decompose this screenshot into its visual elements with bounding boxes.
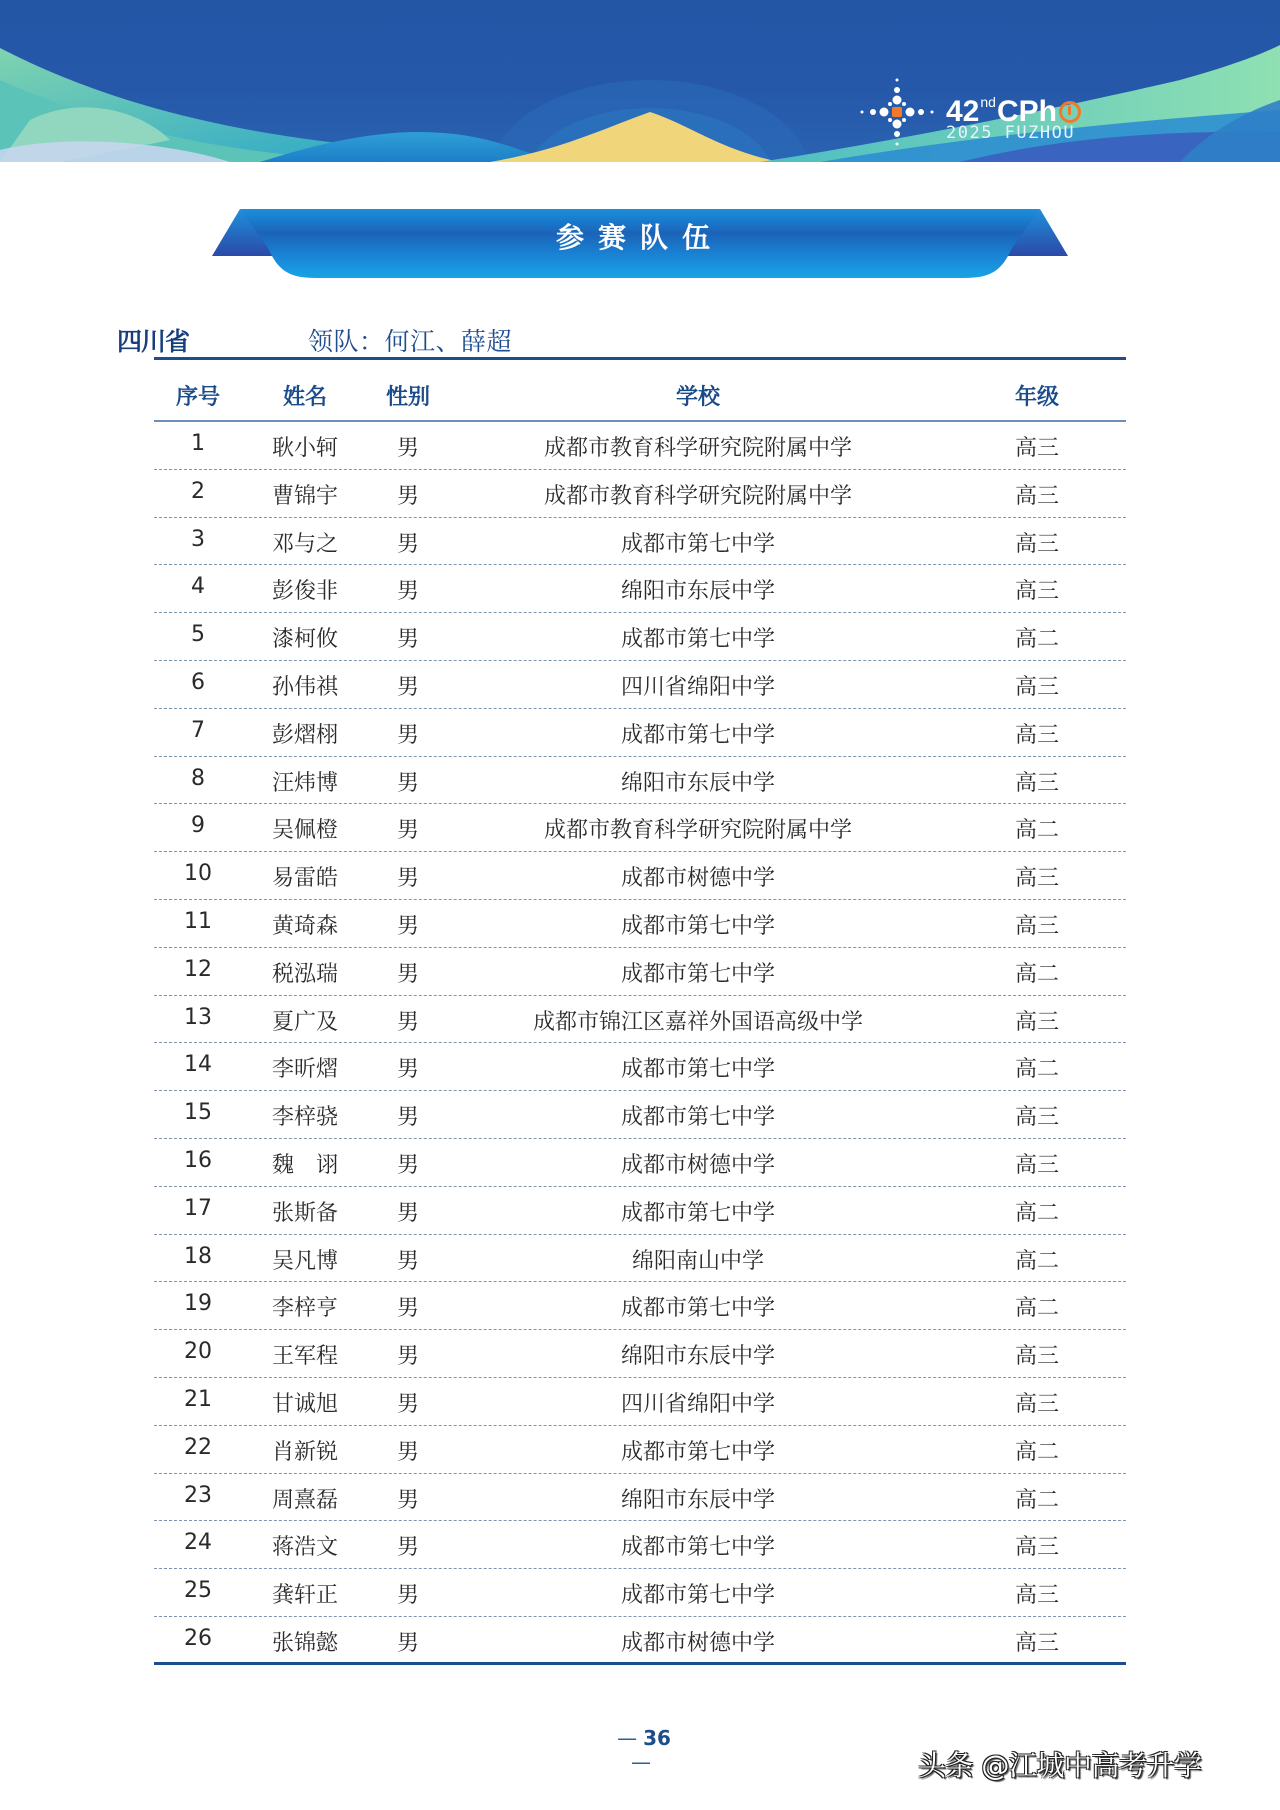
cell-school: 成都市第七中学 bbox=[620, 1439, 775, 1465]
sparkle-cross-icon bbox=[860, 78, 940, 148]
cell-gender: 男 bbox=[396, 1439, 419, 1465]
cell-grade: 高三 bbox=[1014, 531, 1059, 557]
cell-number: 18 bbox=[184, 1243, 212, 1269]
cell-number: 21 bbox=[184, 1386, 212, 1412]
table-row bbox=[154, 1139, 1126, 1187]
cell-school: 四川省绵阳中学 bbox=[620, 674, 775, 700]
cell-grade: 高三 bbox=[1014, 913, 1059, 939]
cell-number: 4 bbox=[191, 574, 205, 600]
header-banner bbox=[0, 0, 1280, 162]
cell-name: 吴佩橙 bbox=[271, 818, 338, 844]
logo-edition: 42 bbox=[946, 95, 980, 128]
cell-name: 周熹磊 bbox=[271, 1487, 338, 1513]
table-row bbox=[154, 852, 1126, 900]
table-row bbox=[154, 1521, 1126, 1569]
cell-number: 15 bbox=[184, 1100, 212, 1126]
cell-name: 吴凡博 bbox=[271, 1248, 338, 1274]
table-header-row bbox=[154, 366, 1126, 422]
section-title-ribbon bbox=[212, 208, 1068, 280]
cell-grade: 高三 bbox=[1014, 866, 1059, 892]
cell-number: 9 bbox=[191, 813, 205, 839]
cell-school: 成都市树德中学 bbox=[620, 866, 775, 892]
cell-school: 成都市第七中学 bbox=[620, 1200, 775, 1226]
cell-name: 邓与之 bbox=[271, 531, 338, 557]
cell-grade: 高二 bbox=[1014, 1487, 1059, 1513]
cell-grade: 高三 bbox=[1014, 1009, 1059, 1035]
cell-number: 24 bbox=[184, 1530, 212, 1556]
table-row bbox=[154, 1043, 1126, 1091]
logo-subtitle: 2025 FUZHOU bbox=[946, 123, 1076, 143]
cell-name: 曹锦宇 bbox=[271, 483, 338, 509]
cell-number: 2 bbox=[191, 478, 205, 504]
cell-grade: 高二 bbox=[1014, 961, 1059, 987]
cell-gender: 男 bbox=[396, 1152, 419, 1178]
cell-school: 成都市第七中学 bbox=[620, 1296, 775, 1322]
cell-number: 10 bbox=[184, 861, 212, 887]
cell-school: 成都市第七中学 bbox=[620, 627, 775, 653]
cell-grade: 高三 bbox=[1014, 1535, 1059, 1561]
table-row bbox=[154, 948, 1126, 996]
table-row bbox=[154, 613, 1126, 661]
cell-name: 甘诚旭 bbox=[271, 1391, 338, 1417]
table-row bbox=[154, 470, 1126, 518]
cell-number: 3 bbox=[191, 526, 205, 552]
cell-grade: 高三 bbox=[1014, 1630, 1059, 1656]
cell-gender: 男 bbox=[396, 1057, 419, 1083]
cell-number: 7 bbox=[191, 717, 205, 743]
table-row bbox=[154, 1091, 1126, 1139]
table-row bbox=[154, 1378, 1126, 1426]
cell-school: 成都市第七中学 bbox=[620, 1535, 775, 1561]
cell-number: 6 bbox=[191, 669, 205, 695]
cell-gender: 男 bbox=[396, 1105, 419, 1131]
page-number bbox=[596, 1726, 686, 1774]
cell-gender: 男 bbox=[396, 913, 419, 939]
cell-number: 1 bbox=[191, 431, 205, 456]
table-body bbox=[154, 422, 1126, 1665]
cell-school: 成都市第七中学 bbox=[620, 531, 775, 557]
cell-gender: 男 bbox=[396, 1248, 419, 1274]
cell-school: 四川省绵阳中学 bbox=[620, 1391, 775, 1417]
cell-name: 黄琦森 bbox=[271, 913, 338, 939]
cell-gender: 男 bbox=[396, 818, 419, 844]
cell-number: 22 bbox=[184, 1434, 212, 1460]
cell-name: 孙伟祺 bbox=[271, 674, 338, 700]
cell-number: 12 bbox=[184, 956, 212, 982]
cell-gender: 男 bbox=[396, 1296, 419, 1322]
cell-grade: 高三 bbox=[1014, 1105, 1059, 1131]
cell-school: 成都市教育科学研究院附属中学 bbox=[543, 483, 852, 509]
cell-school: 成都市树德中学 bbox=[620, 1152, 775, 1178]
cell-grade: 高三 bbox=[1014, 483, 1059, 509]
header-divider bbox=[154, 357, 1126, 360]
page-number-value: 36 bbox=[643, 1726, 671, 1750]
column-header-name: 姓名 bbox=[282, 385, 327, 410]
cell-name: 夏广及 bbox=[271, 1009, 338, 1035]
cell-grade: 高二 bbox=[1014, 1439, 1059, 1465]
table-row bbox=[154, 1617, 1126, 1665]
logo-edition-suffix: nd bbox=[980, 94, 996, 110]
table-row bbox=[154, 1235, 1126, 1283]
cell-number: 23 bbox=[184, 1482, 212, 1508]
cell-grade: 高三 bbox=[1014, 436, 1059, 461]
column-header-gender: 性别 bbox=[385, 385, 430, 410]
cell-school: 成都市第七中学 bbox=[620, 1105, 775, 1131]
cell-number: 5 bbox=[191, 622, 205, 648]
clock-o-icon bbox=[1059, 101, 1081, 123]
table-row bbox=[154, 1474, 1126, 1522]
cell-grade: 高三 bbox=[1014, 1391, 1059, 1417]
watermark: 头条 @江城中高考升学 bbox=[918, 1749, 1202, 1782]
cell-number: 16 bbox=[184, 1147, 212, 1173]
cell-grade: 高二 bbox=[1014, 1200, 1059, 1226]
cell-gender: 男 bbox=[396, 1630, 419, 1656]
cell-name: 肖新锐 bbox=[271, 1439, 338, 1465]
cell-gender: 男 bbox=[396, 1487, 419, 1513]
cell-grade: 高二 bbox=[1014, 627, 1059, 653]
cell-school: 成都市第七中学 bbox=[620, 1057, 775, 1083]
cell-school: 成都市教育科学研究院附属中学 bbox=[543, 818, 852, 844]
cell-name: 龚轩正 bbox=[271, 1583, 338, 1609]
column-header-number: 序号 bbox=[175, 385, 220, 410]
cell-school: 成都市锦江区嘉祥外国语高级中学 bbox=[532, 1009, 863, 1035]
logo-title bbox=[946, 86, 1081, 128]
cell-number: 25 bbox=[184, 1578, 212, 1604]
table-row bbox=[154, 1569, 1126, 1617]
cell-grade: 高二 bbox=[1014, 1296, 1059, 1322]
cell-gender: 男 bbox=[396, 579, 419, 605]
cell-school: 绵阳市东辰中学 bbox=[620, 1487, 775, 1513]
cell-name: 王军程 bbox=[271, 1344, 338, 1370]
cell-school: 绵阳市东辰中学 bbox=[620, 1344, 775, 1370]
table-row bbox=[154, 757, 1126, 805]
cell-gender: 男 bbox=[396, 1535, 419, 1561]
cell-name: 蒋浩文 bbox=[271, 1535, 338, 1561]
roster-table bbox=[154, 366, 1126, 1665]
cell-gender: 男 bbox=[396, 1391, 419, 1417]
column-header-school: 学校 bbox=[675, 385, 720, 410]
cell-name: 张锦懿 bbox=[271, 1630, 338, 1656]
table-row bbox=[154, 518, 1126, 566]
cell-gender: 男 bbox=[396, 722, 419, 748]
cell-gender: 男 bbox=[396, 531, 419, 557]
cell-name: 李梓亨 bbox=[271, 1296, 338, 1322]
cell-name: 税泓瑞 bbox=[271, 961, 338, 987]
column-header-grade: 年级 bbox=[1014, 385, 1059, 410]
table-row bbox=[154, 1187, 1126, 1235]
cell-school: 成都市树德中学 bbox=[620, 1630, 775, 1656]
cell-grade: 高三 bbox=[1014, 1344, 1059, 1370]
cell-school: 成都市第七中学 bbox=[620, 913, 775, 939]
cell-grade: 高三 bbox=[1014, 1152, 1059, 1178]
cell-number: 17 bbox=[184, 1195, 212, 1221]
section-title: 参赛队伍 bbox=[555, 221, 724, 254]
cell-grade: 高三 bbox=[1014, 674, 1059, 700]
cell-gender: 男 bbox=[396, 1009, 419, 1035]
logo-acronym: CPh bbox=[996, 95, 1057, 128]
team-leaders: 领队：何江、薛超 bbox=[308, 327, 513, 356]
cell-school: 绵阳南山中学 bbox=[631, 1248, 764, 1274]
cell-grade: 高二 bbox=[1014, 1057, 1059, 1083]
table-row bbox=[154, 996, 1126, 1044]
dash-right: — bbox=[631, 1750, 651, 1774]
cell-number: 20 bbox=[184, 1339, 212, 1365]
cell-grade: 高三 bbox=[1014, 722, 1059, 748]
cell-name: 李昕熠 bbox=[271, 1057, 338, 1083]
cell-gender: 男 bbox=[396, 1200, 419, 1226]
cell-school: 成都市第七中学 bbox=[620, 1583, 775, 1609]
cell-school: 成都市教育科学研究院附属中学 bbox=[543, 436, 852, 461]
cell-name: 张斯备 bbox=[271, 1200, 338, 1226]
cpho-logo bbox=[860, 78, 1100, 148]
table-row bbox=[154, 1426, 1126, 1474]
cell-number: 13 bbox=[184, 1004, 212, 1030]
cell-name: 彭熠栩 bbox=[271, 722, 338, 748]
cell-school: 成都市第七中学 bbox=[620, 722, 775, 748]
table-row bbox=[154, 1330, 1126, 1378]
cell-number: 8 bbox=[191, 765, 205, 791]
cell-number: 14 bbox=[184, 1052, 212, 1078]
cell-name: 李梓骁 bbox=[271, 1105, 338, 1131]
cell-grade: 高三 bbox=[1014, 579, 1059, 605]
cell-number: 26 bbox=[184, 1625, 212, 1651]
cell-grade: 高二 bbox=[1014, 1248, 1059, 1274]
province-name: 四川省 bbox=[117, 327, 190, 356]
cell-grade: 高二 bbox=[1014, 818, 1059, 844]
dash-left: — bbox=[617, 1726, 638, 1750]
cell-gender: 男 bbox=[396, 1344, 419, 1370]
cell-name: 魏 诩 bbox=[271, 1152, 338, 1178]
table-row bbox=[154, 422, 1126, 470]
cell-number: 11 bbox=[184, 908, 212, 934]
table-row bbox=[154, 804, 1126, 852]
cell-name: 彭俊非 bbox=[271, 579, 338, 605]
cell-school: 绵阳市东辰中学 bbox=[620, 579, 775, 605]
cell-school: 绵阳市东辰中学 bbox=[620, 770, 775, 796]
cell-name: 耿小轲 bbox=[271, 436, 338, 461]
table-row bbox=[154, 565, 1126, 613]
cell-gender: 男 bbox=[396, 436, 419, 461]
cell-gender: 男 bbox=[396, 866, 419, 892]
cell-gender: 男 bbox=[396, 674, 419, 700]
cell-number: 19 bbox=[184, 1291, 212, 1317]
cell-name: 漆柯攸 bbox=[271, 627, 338, 653]
cell-grade: 高三 bbox=[1014, 1583, 1059, 1609]
cell-gender: 男 bbox=[396, 1583, 419, 1609]
table-row bbox=[154, 900, 1126, 948]
cell-gender: 男 bbox=[396, 627, 419, 653]
cell-name: 汪炜博 bbox=[271, 770, 338, 796]
cell-gender: 男 bbox=[396, 961, 419, 987]
cell-school: 成都市第七中学 bbox=[620, 961, 775, 987]
cell-name: 易雷皓 bbox=[271, 866, 338, 892]
cell-gender: 男 bbox=[396, 770, 419, 796]
cell-grade: 高三 bbox=[1014, 770, 1059, 796]
table-row bbox=[154, 1282, 1126, 1330]
table-row bbox=[154, 661, 1126, 709]
cell-gender: 男 bbox=[396, 483, 419, 509]
table-row bbox=[154, 709, 1126, 757]
